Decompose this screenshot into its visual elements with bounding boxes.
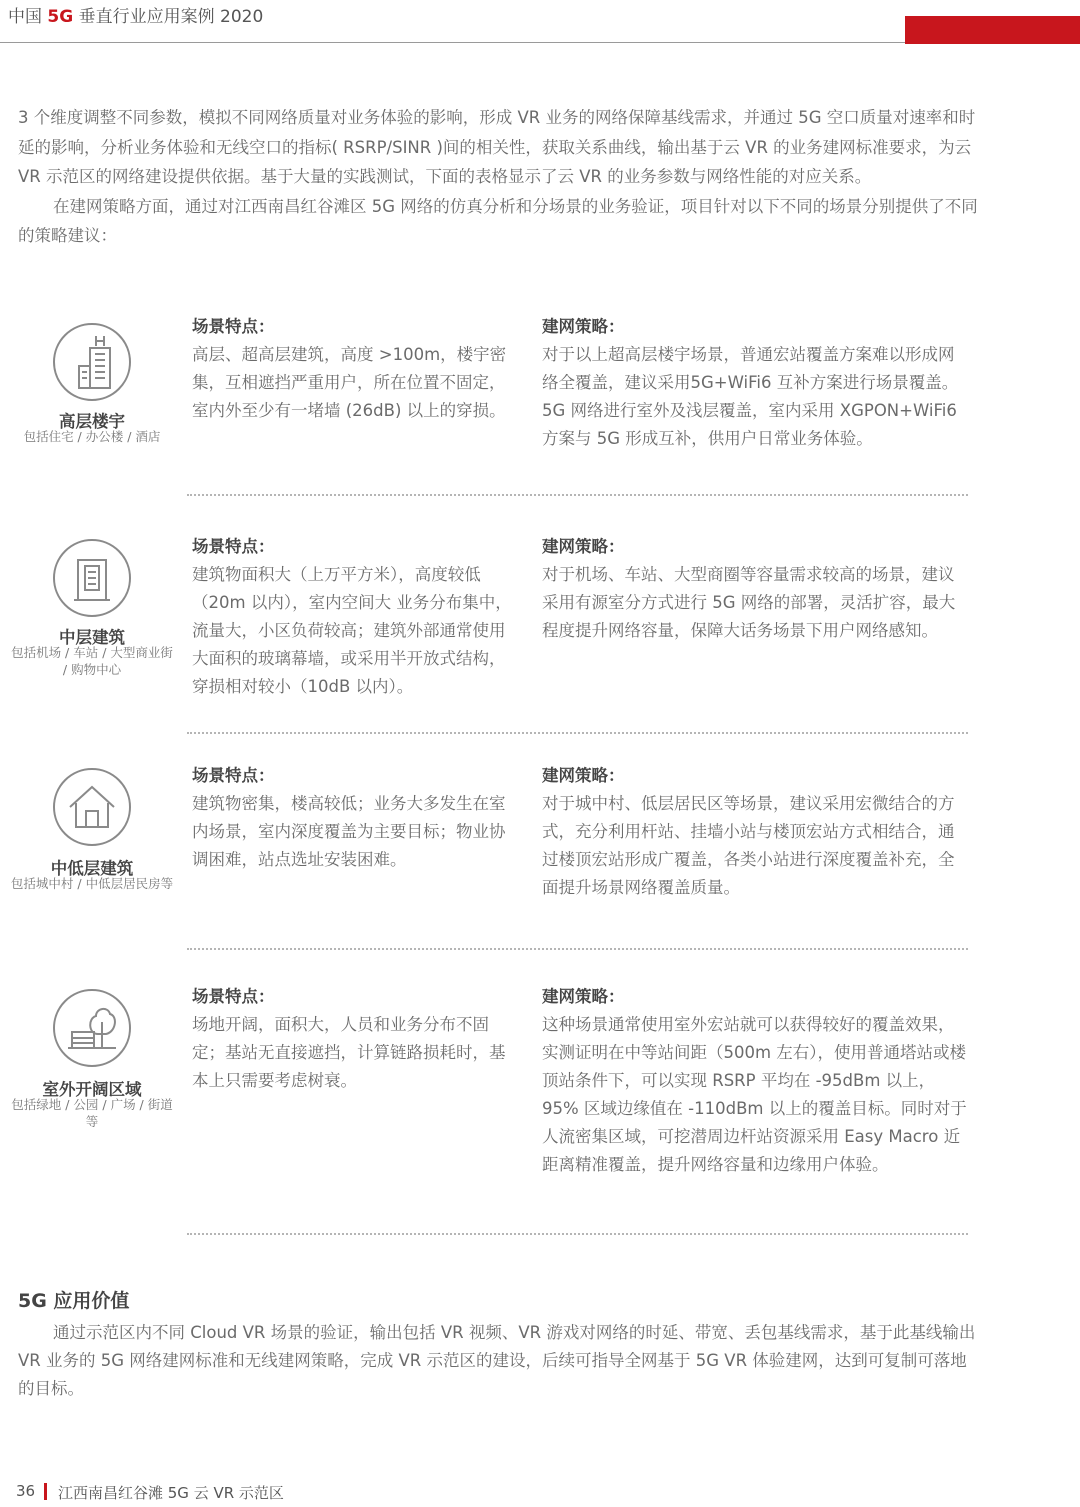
section-divider xyxy=(187,1233,968,1235)
intro-text xyxy=(18,103,978,251)
scene-strategy xyxy=(542,762,968,902)
scene-feature xyxy=(192,983,516,1095)
strategy-heading: 建网策略： xyxy=(542,987,625,1006)
page-header xyxy=(0,0,1080,44)
page-number: 36 xyxy=(16,1482,36,1500)
footer-title: 江西南昌红谷滩 5G 云 VR 示范区 xyxy=(58,1484,284,1502)
scene-name: 中低层建筑 xyxy=(50,859,134,878)
strategy-text: 对于机场、车站、大型商圈等容量需求较高的场景，建议采用有源室分方式进行 5G 网络的部署，灵活扩容，最大程度提升网络容量，保障大话务场景下用户网络感知。 xyxy=(542,565,956,640)
strategy-heading: 建网策略： xyxy=(542,766,625,785)
scene-feature xyxy=(192,533,516,701)
scene-feature xyxy=(192,313,516,425)
section-title: 5G 应用价值 xyxy=(18,1290,130,1312)
strategy-text: 对于城中村、低层居民区等场景，建议采用宏微结合的方式，充分利用杆站、挂墙小站与楼顶宏站方式相结合，通过楼顶宏站形成广覆盖，各类小站进行深度覆盖补充，全面提升场景网络覆盖质量。 xyxy=(542,794,955,897)
feature-heading: 场景特点： xyxy=(192,537,275,556)
feature-text: 场地开阔，面积大，人员和业务分布不固定；基站无直接遮挡，计算链路损耗时，基本上只需要考虑树衰。 xyxy=(192,1015,506,1090)
scene-strategy xyxy=(542,313,968,453)
header-rule xyxy=(0,42,905,43)
header-red-bar xyxy=(905,16,1080,44)
strategy-heading: 建网策略： xyxy=(542,537,625,556)
feature-text: 建筑物密集，楼高较低；业务大多发生在室内场景，室内深度覆盖为主要目标；物业协调困难，站点选址安装困难。 xyxy=(192,794,506,869)
scene-feature xyxy=(192,762,516,874)
section-divider xyxy=(187,948,968,950)
high-rise-building-icon xyxy=(52,322,132,402)
section-paragraph: 通过示范区内不同 Cloud VR 场景的验证，输出包括 VR 视频、VR 游戏对网络的时延、带宽、丢包基线需求，基于此基线输出 VR 业务的 5G 网络建网标准和无线建网策略，完成 VR 示范区的建设，后续可指导全网基于 5G VR 体验建网，达到可复制可落地的目标。 xyxy=(18,1323,976,1398)
section-divider xyxy=(187,732,968,734)
section-divider xyxy=(187,494,968,496)
feature-heading: 场景特点： xyxy=(192,766,275,785)
scene-strategy xyxy=(542,533,968,645)
strategy-text: 对于以上超高层楼宇场景，普通宏站覆盖方案难以形成网络全覆盖，建议采用5G+WiFi6 互补方案进行场景覆盖。5G 网络进行室外及浅层覆盖，室内采用 XGPON+WiFi6 方案与 5G 形成互补，供用户日常业务体验。 xyxy=(542,345,959,448)
mid-rise-building-icon xyxy=(52,538,132,618)
scene-name: 室外开阔区域 xyxy=(42,1080,142,1099)
scene-subtitle: 包括城中村 / 中低层居民房等 xyxy=(10,876,174,891)
scene-name: 中层建筑 xyxy=(59,628,125,647)
intro-paragraph-2: 在建网策略方面，通过对江西南昌红谷滩区 5G 网络的仿真分析和分场景的业务验证，项目针对以下不同的场景分别提供了不同的策略建议： xyxy=(18,196,978,245)
house-icon xyxy=(52,767,132,847)
outdoor-tree-icon xyxy=(52,988,132,1068)
feature-text: 高层、超高层建筑，高度 >100m，楼宇密集，互相遮挡严重用户，所在位置不固定，室内外至少有一堵墙 (26dB) 以上的穿损。 xyxy=(192,345,507,420)
header-title-accent: 5G xyxy=(47,7,74,27)
intro-paragraph-1: 3 个维度调整不同参数，模拟不同网络质量对业务体验的影响，形成 VR 业务的网络保障基线需求，并通过 5G 空口质量对速率和时延的影响，分析业务体验和无线空口的指标( RSRP/SINR )间的相关性，获取关系曲线，输出基于云 VR 的业务建网标准要求，为云 VR 示范区的网络建设提供依据。基于大量的实践测试，下面的表格显示了云 VR 的业务参数与网络性能的对应关系。 xyxy=(18,108,976,186)
feature-heading: 场景特点： xyxy=(192,987,275,1006)
strategy-heading: 建网策略： xyxy=(542,317,625,336)
scene-subtitle: 包括绿地 / 公园 / 广场 / 街道等 xyxy=(11,1097,173,1129)
scene-strategy xyxy=(542,983,968,1179)
feature-heading: 场景特点： xyxy=(192,317,275,336)
feature-text: 建筑物面积大（上万平方米），高度较低（20m 以内），室内空间大 业务分布集中，流量大，小区负荷较高；建筑外部通常使用大面积的玻璃幕墙，或采用半开放式结构，穿损相对较小（10dB 以内）。 xyxy=(192,565,512,696)
scene-subtitle: 包括住宅 / 办公楼 / 酒店 xyxy=(23,429,161,444)
footer-red-bar xyxy=(44,1483,47,1500)
scene-name: 高层楼宇 xyxy=(59,412,125,431)
scene-subtitle: 包括机场 / 车站 / 大型商业街 / 购物中心 xyxy=(11,645,173,677)
header-title: 中国 5G 垂直行业应用案例 2020 xyxy=(8,7,264,27)
strategy-text: 这种场景通常使用室外宏站就可以获得较好的覆盖效果，实测证明在中等站间距（500m 左右），使用普通塔站或楼顶站条件下，可以实现 RSRP 平均在 -95dBm 以上，95% 区域边缘值在 -110dBm 以上的覆盖目标。同时对于人流密集区域，可挖潜周边杆站资源采用 Easy Macro 近距离精准覆盖，提升网络容量和边缘用户体验。 xyxy=(542,1015,967,1174)
